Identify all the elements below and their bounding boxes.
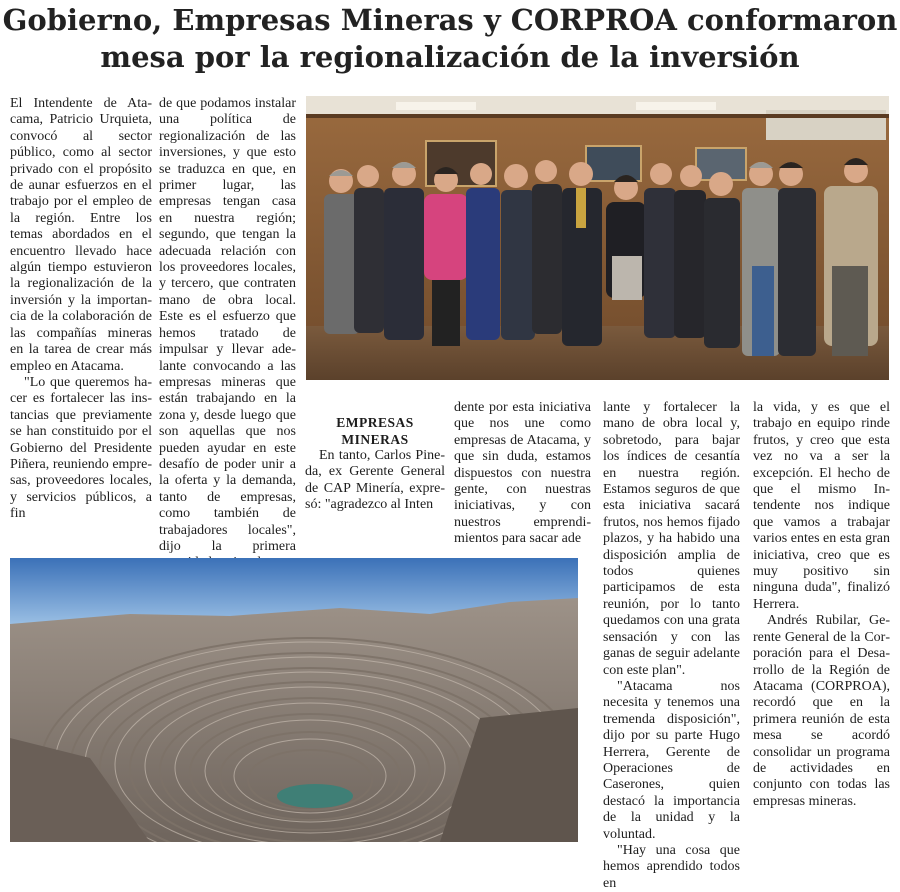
paragraph: En tanto, Carlos Pineda, ex Gerente General de CAP Minería, expresó: "agradezco al Inten <box>305 448 445 513</box>
paragraph: Andrés Rubilar, Gerente General de la Corporación para el Desarrollo de la Región de Atacama (CORPROA), recordó que en la primera reunión de esta mesa se acordó consolidar un programa de actividades en conjunto con todas las empresas mineras. <box>753 613 890 809</box>
column-3 <box>305 414 445 514</box>
paragraph: "Hay una cosa que hemos aprendido todos en <box>603 842 740 891</box>
paragraph: de que podamos instalar una política de regionalización de las inversiones, y que esto se traduzca en que, en primer lugar, las empresas tengan casa en nuestra región; segundo, que tengan la adecuada relación con los proveedores locales, y tercero, que contraten mano de obra local. Este es el esfuerzo que hemos tratado de impulsar y llevar adelante convocando a las empresas mineras que están trabajando en la zona y, desde luego que son aquellas que nos pueden ayudar en este desafío de poder unir a la oferta y la demanda, tanto de empresas, como también de trabajadores locales", dijo la primera <box>159 96 296 554</box>
column-1 <box>10 96 152 523</box>
open-pit-mine-photo <box>10 558 578 842</box>
paragraph: dente por esta iniciativa que nos une como empresas de Atacama, y que sin duda, estamos dispuestos con nuestra gente, con nuestras iniciativas, y con nuestros emprendimientos para sacar ade <box>454 400 591 547</box>
group-photo <box>306 96 889 380</box>
paragraph: lante y fortalecer la mano de obra local y, sobretodo, para bajar los índices de cesantía en nuestra región. Estamos seguros de que esta iniciativa sacará frutos, nos hemos fijado plazos, y ha habido una disposición amplia de todos quienes participamos de esta reunión, por lo tanto quedamos con una grata sensación y con las ganas de seguir adelante con este plan". <box>603 400 740 678</box>
headline-line-2: mesa por la regionalización de la inversión <box>100 40 800 74</box>
headline-line-1: Gobierno, Empresas Mineras y CORPROA conformaron <box>2 3 898 37</box>
paragraph: El Intendente de Atacama, Patricio Urquieta, convocó al sector público, como al sector privado con el propósito de aunar esfuerzos en el trabajo por el empleo de la región. Entre los temas abordados en el encuentro llevado hace algún tiempo estuvieron la regionalización de la inversión y la importancia de la colaboración de las compañías mineras en la tarea de crear más empleo en Atacama. <box>10 96 152 374</box>
paragraph: "Atacama nos necesita y tenemos una tremenda disposición", dijo por su parte Hugo Herrera, Gerente de Operaciones de Caserones, quien destacó la importancia de la unidad y la voluntad. <box>603 678 740 842</box>
column-2 <box>159 96 296 572</box>
paragraph: "Lo que queremos hacer es fortalecer las instancias que previamente se han constituido por el Gobierno del Presidente Piñera, reuniendo empresas, proveedores locales, y servicios públicos, a fin <box>10 374 152 522</box>
paragraph: la vida, y es que el trabajo en equipo rinde frutos, y creo que esta vez no va a ser la excepción. El hecho de que el mismo Intendente nos indique que vamos a trabajar varios entes en esta gran iniciativa, creo que es muy positivo sin ninguna duda", finalizó Herrera. <box>753 400 890 612</box>
column-5 <box>603 400 740 892</box>
column-6 <box>753 400 890 810</box>
headline <box>0 2 900 76</box>
column-4 <box>454 400 591 548</box>
section-subheading: EMPRESAS MINERAS <box>336 415 414 447</box>
